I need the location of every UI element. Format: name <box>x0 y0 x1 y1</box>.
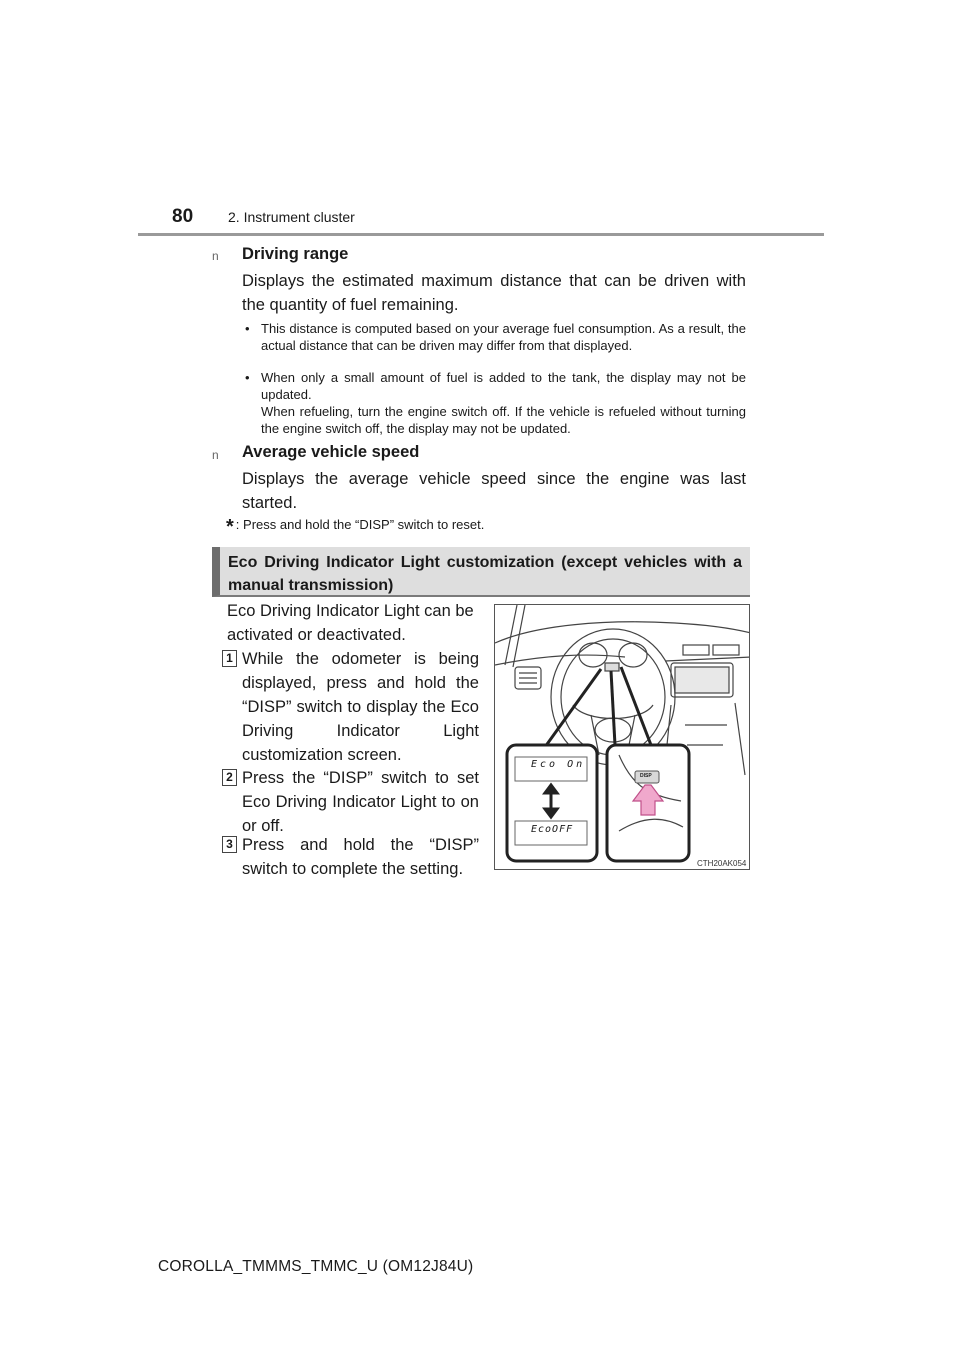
average-speed-heading: Average vehicle speed <box>242 443 420 461</box>
step-text: Press the “DISP” switch to set Eco Driving Indicator Light to on or off. <box>242 769 479 835</box>
eco-intro: Eco Driving Indicator Light can be activated or deactivated. <box>227 602 474 644</box>
step-number: 1 <box>222 650 237 667</box>
header-divider <box>138 233 824 236</box>
step-number: 3 <box>222 836 237 853</box>
bullet-marker: n <box>212 249 219 263</box>
driving-range-heading: Driving range <box>242 245 349 263</box>
footnote: * : Press and hold the “DISP” switch to reset. <box>226 516 485 538</box>
dashboard-illustration <box>494 604 750 870</box>
screen-eco-on: Eco On <box>531 759 586 770</box>
step-text: Press and hold the “DISP” switch to complete the setting. <box>242 836 479 878</box>
section-heading-box <box>212 547 750 597</box>
step-text: While the odometer is being displayed, press and hold the “DISP” switch to display the Eco Driving Indicator Light customization screen. <box>242 650 479 764</box>
screen-eco-off: EcoOFF <box>531 824 574 835</box>
driving-range-body: Displays the estimated maximum distance that can be driven with the quantity of fuel remaining. <box>242 272 746 314</box>
average-speed-body: Displays the average vehicle speed since the engine was last started. <box>242 470 746 512</box>
figure-code: CTH20AK054 <box>697 859 747 868</box>
section-title: 2. Instrument cluster <box>228 209 355 225</box>
bullet-marker: n <box>212 448 219 462</box>
driving-range-note: • When only a small amount of fuel is added to the tank, the display may not be updated. <box>245 370 746 402</box>
footer-document-id: COROLLA_TMMMS_TMMC_U (OM12J84U) <box>158 1258 474 1275</box>
page-number: 80 <box>172 206 194 227</box>
section-heading: Eco Driving Indicator Light customization (except vehicles with a manual transmission) <box>228 554 742 594</box>
disp-button-label: DISP <box>640 773 652 779</box>
driving-range-note-cont: When refueling, turn the engine switch off. If the vehicle is refueled without turning the engine switch off, the display may not be updated. <box>261 404 746 436</box>
step-number: 2 <box>222 769 237 786</box>
driving-range-note: • This distance is computed based on your average fuel consumption. As a result, the actual distance that can be driven may differ from that displayed. <box>245 321 746 353</box>
